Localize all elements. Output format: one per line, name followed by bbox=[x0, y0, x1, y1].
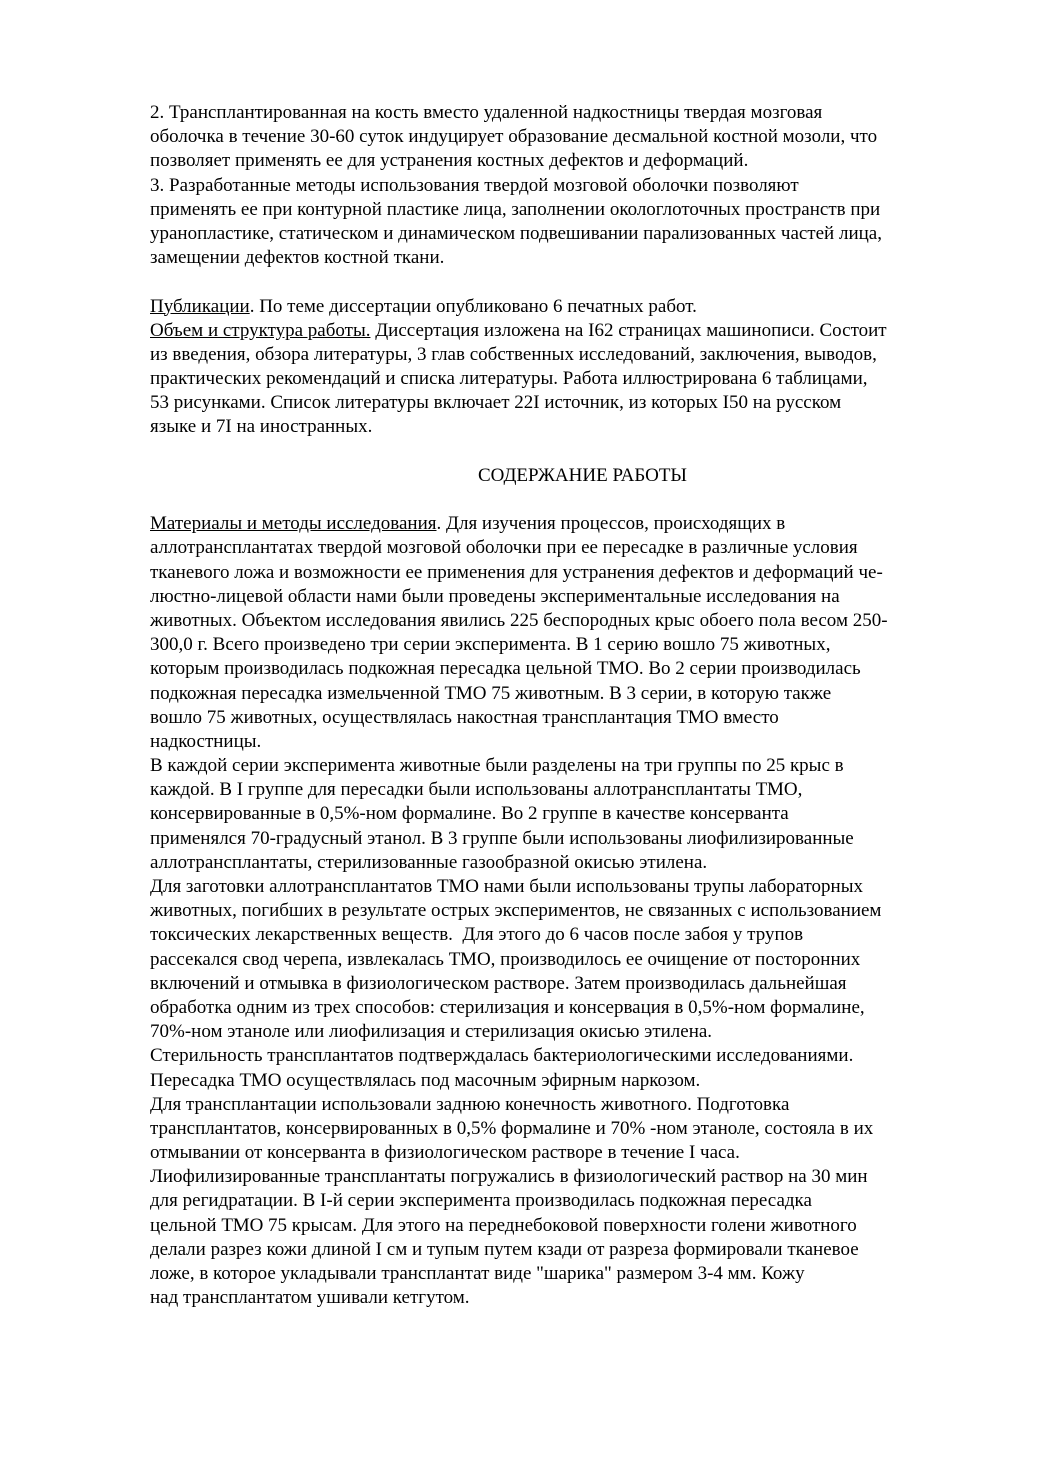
methods-paragraph bbox=[150, 512, 990, 1310]
structure-paragraph bbox=[150, 319, 990, 440]
conclusion-item-2 bbox=[150, 101, 990, 174]
structure-first-line: Диссертация изложена на I62 страницах машинописи. Состоит bbox=[370, 319, 887, 341]
text-line: позволяет применять ее для устранения костных дефектов и деформаций. bbox=[150, 150, 749, 172]
methods-first-line: . Для изучения процессов, происходящих в bbox=[436, 513, 786, 535]
text-line: подкожная пересадка измельченной ТМО 75 животным. В 3 серии, в которую также bbox=[150, 682, 832, 704]
text-line: Лиофилизированные трансплантаты погружались в физиологический раствор на 30 мин bbox=[150, 1166, 868, 1188]
text-line: 53 рисунками. Список литературы включает 22I источник, из которых I50 на русском bbox=[150, 392, 842, 414]
text-line: аллотрансплантатах твердой мозговой оболочки при ее пересадке в различные условия bbox=[150, 537, 858, 559]
text-line bbox=[150, 319, 990, 343]
text-line: консервированные в 0,5%-ном формалине. Во 2 группе в качестве консерванта bbox=[150, 803, 789, 825]
text-line: практических рекомендаций и списка литературы. Работа иллюстрирована 6 таблицами, bbox=[150, 368, 868, 390]
structure-label: Объем и структура работы. bbox=[150, 319, 371, 341]
paragraph-spacer bbox=[150, 488, 990, 512]
text-line: делали разрез кожи длиной I см и тупым путем кзади от разреза формировали тканевое bbox=[150, 1238, 859, 1260]
text-line: из введения, обзора литературы, 3 глав собственных исследований, заключения, выводов, bbox=[150, 343, 877, 365]
methods-label: Материалы и методы исследования bbox=[150, 513, 437, 535]
text-line: люстно-лицевой области нами были проведены экспериментальные исследования на bbox=[150, 585, 840, 607]
section-heading: СОДЕРЖАНИЕ РАБОТЫ bbox=[478, 464, 687, 486]
text-line: Для заготовки аллотрансплантатов ТМО нами были использованы трупы лабораторных bbox=[150, 876, 863, 897]
conclusion-item-3 bbox=[150, 174, 990, 271]
text-line: 300,0 г. Всего произведено три серии эксперимента. В 1 серию вошло 75 животных, bbox=[150, 634, 831, 656]
text-line: В каждой серии эксперимента животные были разделены на три группы по 25 крыс в bbox=[150, 755, 844, 777]
text-line: 3. Разработанные методы использования твердой мозговой оболочки позволяют bbox=[150, 174, 799, 196]
text-line: которым производилась подкожная пересадка цельной ТМО. Во 2 серии производилась bbox=[150, 658, 861, 680]
text-line: Пересадка ТМО осуществлялась под масочным эфирным наркозом. bbox=[150, 1069, 701, 1091]
paragraph-spacer bbox=[150, 270, 990, 294]
text-line: 70%-ном этаноле или лиофилизация и стерилизация окисью этилена. bbox=[150, 1021, 713, 1043]
text-line: токсических лекарственных веществ. Для этого до 6 часов после забоя у трупов bbox=[150, 924, 804, 946]
text-line: включений и отмывка в физиологическом растворе. Затем производилась дальнейшая bbox=[150, 972, 847, 994]
publications-text: . По теме диссертации опубликовано 6 печатных работ. bbox=[249, 295, 697, 317]
text-line: аллотрансплантаты, стерилизованные газообразной окисью этилена. bbox=[150, 851, 708, 873]
document-body bbox=[150, 101, 990, 1310]
paragraph-spacer bbox=[150, 440, 990, 464]
text-line bbox=[150, 512, 990, 536]
text-line: 2. Трансплантированная на кость вместо удаленной надкостницы твердая мозговая bbox=[150, 102, 823, 123]
text-line: обработка одним из трех способов: стерилизация и консервация в 0,5%-ном формалине, bbox=[150, 996, 865, 1018]
text-line: каждой. В I группе для пересадки были использованы аллотрансплантаты ТМО, bbox=[150, 779, 803, 801]
text-line: над трансплантатом ушивали кетгутом. bbox=[150, 1287, 470, 1309]
text-line: Стерильность трансплантатов подтверждалась бактериологическими исследованиями. bbox=[150, 1045, 854, 1067]
text-line: применять ее при контурной пластике лица, заполнении окологлоточных пространств при bbox=[150, 198, 881, 220]
text-line: языке и 7I на иностранных. bbox=[150, 416, 373, 438]
text-line: трансплантатов, консервированных в 0,5% формалине и 70% -ном этаноле, состояла в их bbox=[150, 1117, 874, 1139]
text-line: тканевого ложа и возможности ее применения для устранения дефектов и деформаций че- bbox=[150, 561, 883, 583]
text-line: замещении дефектов костной ткани. bbox=[150, 247, 445, 269]
text-line: уранопластике, статическом и динамическом подвешивании парализованных частей лица, bbox=[150, 222, 882, 244]
text-line: оболочка в течение 30-60 суток индуцирует образование десмальной костной мозоли, что bbox=[150, 126, 878, 148]
text-line: надкостницы. bbox=[150, 730, 262, 752]
text-line: цельной ТМО 75 крысам. Для этого на переднебоковой поверхности голени животного bbox=[150, 1214, 857, 1236]
text-line: животных, погибших в результате острых экспериментов, не связанных с использованием bbox=[150, 900, 882, 922]
publications-paragraph bbox=[150, 295, 990, 319]
text-line: для регидратации. В I-й серии эксперимента производилась подкожная пересадка bbox=[150, 1190, 812, 1212]
text-line: вошло 75 животных, осуществлялась накостная трансплантация ТМО вместо bbox=[150, 706, 779, 728]
text-line: рассекался свод черепа, извлекалась ТМО, производилось ее очищение от посторонних bbox=[150, 948, 861, 970]
text-line: ложе, в которое укладывали трансплантат виде "шарика" размером 3-4 мм. Кожу bbox=[150, 1263, 805, 1284]
text-line: отмывании от консерванта в физиологическом растворе в течение I часа. bbox=[150, 1142, 740, 1164]
publications-label: Публикации bbox=[150, 295, 250, 317]
text-line: Для трансплантации использовали заднюю конечность животного. Подготовка bbox=[150, 1093, 790, 1115]
text-line: животных. Объектом исследования явились 225 беспородных крыс обоего пола весом 250- bbox=[150, 609, 888, 631]
text-line: применялся 70-градусный этанол. В 3 группе были использованы лиофилизированные bbox=[150, 827, 854, 849]
